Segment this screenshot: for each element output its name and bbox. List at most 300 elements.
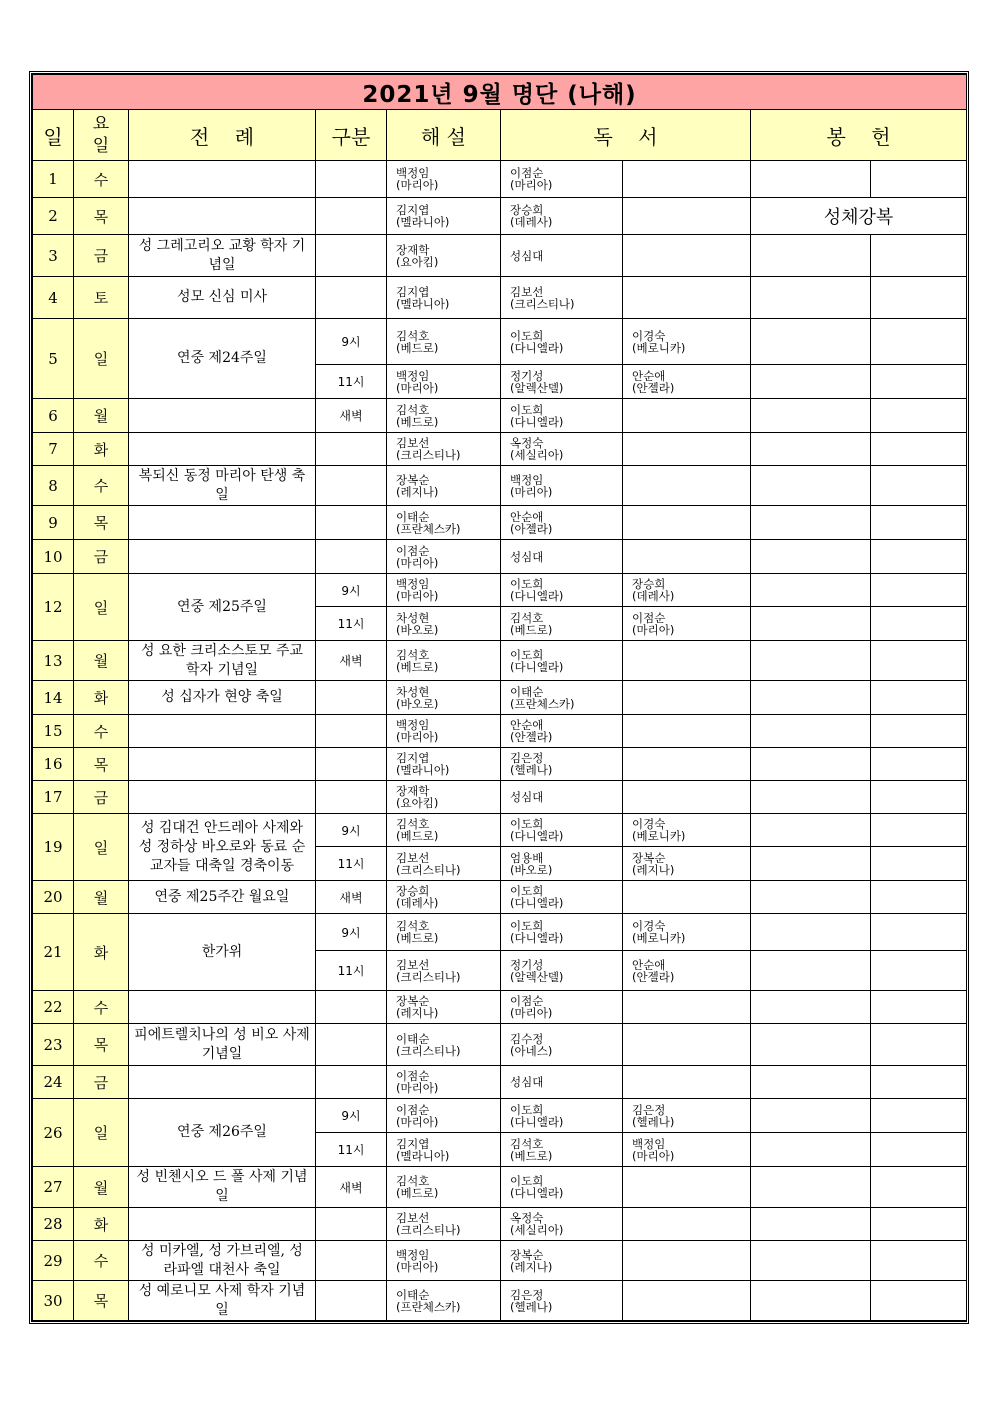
weekday-cell: 수: [74, 1241, 129, 1281]
offering-2-cell: [871, 319, 967, 365]
name-line: (데레사): [510, 215, 553, 229]
table-row: [33, 881, 967, 914]
reading-2-cell: [623, 607, 751, 641]
table-row: [33, 506, 967, 540]
reading-2-cell: [623, 914, 751, 951]
name-line: 김지엽: [396, 284, 430, 299]
reading-2-cell: [623, 814, 751, 847]
header-liturgy: 전 례: [129, 110, 316, 161]
gubun-cell: 새벽: [316, 399, 387, 433]
name-line: 안순애: [510, 509, 544, 524]
offering-1-cell: [751, 277, 871, 319]
table-row: [33, 914, 967, 951]
name-line: 이점순: [396, 543, 430, 558]
name-line: (데레사): [396, 896, 439, 910]
offering-2-cell: [871, 951, 967, 991]
commentary-cell: [387, 715, 501, 748]
table-row: [33, 641, 967, 681]
name-line: 김은정: [510, 1287, 544, 1302]
table-row: [33, 540, 967, 574]
name-line: 안순애: [510, 718, 544, 732]
liturgy-cell: 연중 제25주일: [129, 574, 316, 641]
gubun-cell: 11시: [316, 1133, 387, 1167]
commentary-cell: [387, 748, 501, 781]
name-line: (아네스): [510, 1043, 553, 1058]
day-cell: 17: [33, 781, 74, 814]
weekday-cell: 목: [74, 748, 129, 781]
table-row: [33, 1024, 967, 1066]
weekday-cell: 월: [74, 641, 129, 681]
name-line: 장복순: [510, 1247, 544, 1262]
reading-2-cell: [623, 1066, 751, 1099]
offering-2-cell: [871, 433, 967, 466]
name-line: 장승희: [510, 203, 544, 217]
offering-2-cell: [871, 161, 967, 198]
weekday-cell: 금: [74, 781, 129, 814]
table-row: [33, 715, 967, 748]
day-cell: 5: [33, 319, 74, 399]
liturgy-cell: 피에트렐치나의 성 비오 사제 기념일: [129, 1024, 316, 1066]
reading-1-cell: [501, 466, 623, 506]
offering-1-cell: [751, 1024, 871, 1066]
reading-1-cell: [501, 1066, 623, 1099]
offering-1-cell: [751, 161, 871, 198]
reading-2-cell: [623, 715, 751, 748]
liturgy-cell: [129, 161, 316, 198]
reading-1-cell: [501, 433, 623, 466]
commentary-cell: [387, 540, 501, 574]
gubun-cell: [316, 715, 387, 748]
reading-2-cell: [623, 641, 751, 681]
name-line: (마리아): [396, 555, 439, 570]
name-line: (멜라니아): [396, 215, 450, 229]
offering-2-cell: [871, 715, 967, 748]
liturgy-cell: 연중 제26주일: [129, 1099, 316, 1167]
name-line: 차성현: [396, 684, 430, 699]
day-cell: 2: [33, 198, 74, 235]
gubun-cell: [316, 506, 387, 540]
name-line: 장복순: [396, 994, 430, 1008]
name-line: (마리아): [632, 622, 675, 637]
offering-1-cell: [751, 365, 871, 399]
liturgy-cell: 성 예로니모 사제 학자 기념일: [129, 1281, 316, 1321]
offering-2-cell: [871, 607, 967, 641]
reading-1-cell: [501, 681, 623, 715]
name-line: 이도희: [510, 577, 544, 591]
commentary-cell: [387, 1024, 501, 1066]
name-line: 이도희: [510, 328, 544, 343]
commentary-cell: [387, 991, 501, 1024]
gubun-cell: 9시: [316, 319, 387, 365]
name-line: (안젤라): [632, 380, 675, 395]
name-line: (알렉산델): [510, 969, 564, 984]
name-line: (멜라니아): [396, 763, 450, 777]
offering-2-cell: [871, 1167, 967, 1208]
day-cell: 13: [33, 641, 74, 681]
reading-2-cell: [623, 506, 751, 540]
name-line: 정기성: [510, 957, 544, 972]
offering-1-cell: [751, 433, 871, 466]
name-line: 김수정: [510, 1031, 544, 1046]
name-line: 성심대: [510, 248, 544, 263]
table-row: [33, 1099, 967, 1133]
name-line: (프란체스카): [396, 521, 461, 536]
name-line: 김보선: [396, 850, 430, 865]
offering-1-cell: [751, 399, 871, 433]
name-line: 이점순: [510, 994, 544, 1008]
offering-1-cell: [751, 881, 871, 914]
name-line: (레지나): [510, 1259, 553, 1274]
gubun-cell: 9시: [316, 1099, 387, 1133]
name-line: (다니엘라): [510, 414, 564, 429]
name-line: 김은정: [632, 1102, 666, 1117]
name-line: (헬레나): [510, 1299, 553, 1314]
name-line: 장재학: [396, 242, 430, 257]
offering-1-cell: [751, 847, 871, 881]
gubun-cell: 9시: [316, 814, 387, 847]
name-line: (바오로): [396, 696, 439, 711]
name-line: (바오로): [396, 622, 439, 637]
weekday-cell: 금: [74, 235, 129, 277]
reading-2-cell: [623, 1099, 751, 1133]
day-cell: 12: [33, 574, 74, 641]
name-line: (베드로): [510, 622, 553, 637]
reading-2-cell: [623, 198, 751, 235]
liturgy-cell: 연중 제24주일: [129, 319, 316, 399]
name-line: (세실리아): [510, 448, 564, 462]
name-line: 이태순: [396, 509, 430, 524]
name-line: (요아킴): [396, 254, 439, 269]
offering-1-cell: [751, 466, 871, 506]
offering-2-cell: [871, 1024, 967, 1066]
reading-2-cell: [623, 1281, 751, 1321]
name-line: (바오로): [510, 862, 553, 877]
name-line: (안젤라): [632, 969, 675, 984]
name-line: (알렉산델): [510, 380, 564, 395]
day-cell: 19: [33, 814, 74, 881]
name-line: 백정임: [510, 472, 544, 487]
reading-1-cell: [501, 506, 623, 540]
reading-2-cell: [623, 681, 751, 715]
day-cell: 27: [33, 1167, 74, 1208]
reading-1-cell: [501, 161, 623, 198]
day-cell: 14: [33, 681, 74, 715]
offering-2-cell: [871, 277, 967, 319]
day-cell: 3: [33, 235, 74, 277]
commentary-cell: [387, 319, 501, 365]
gubun-cell: [316, 466, 387, 506]
name-line: (마리아): [396, 1259, 439, 1274]
offering-1-cell: [751, 781, 871, 814]
name-line: (베드로): [396, 659, 439, 674]
weekday-cell: 월: [74, 1167, 129, 1208]
weekday-cell: 월: [74, 399, 129, 433]
table-row: [33, 1208, 967, 1241]
name-line: 이도희: [510, 817, 544, 831]
name-line: 이점순: [632, 610, 666, 625]
gubun-cell: 9시: [316, 914, 387, 951]
reading-1-cell: [501, 951, 623, 991]
table-row: [33, 433, 967, 466]
table-row: [33, 466, 967, 506]
liturgy-cell: 성 십자가 현양 축일: [129, 681, 316, 715]
day-cell: 16: [33, 748, 74, 781]
name-line: (크리스티나): [396, 969, 461, 984]
name-line: (베로니카): [632, 931, 686, 945]
table-row: [33, 319, 967, 365]
offering-1-cell: [751, 951, 871, 991]
offering-1-cell: [751, 1208, 871, 1241]
offering-2-cell: [871, 914, 967, 951]
name-line: (프란체스카): [510, 696, 575, 711]
offering-2-cell: [871, 1099, 967, 1133]
name-line: 안순애: [632, 368, 666, 383]
name-line: (베드로): [396, 829, 439, 843]
gubun-cell: [316, 277, 387, 319]
name-line: 김석호: [396, 328, 430, 343]
reading-1-cell: [501, 1099, 623, 1133]
reading-1-cell: [501, 277, 623, 319]
gubun-cell: 새벽: [316, 641, 387, 681]
weekday-cell: 일: [74, 574, 129, 641]
gubun-cell: 새벽: [316, 1167, 387, 1208]
weekday-cell: 금: [74, 540, 129, 574]
name-line: (마리아): [396, 589, 439, 603]
reading-2-cell: [623, 847, 751, 881]
day-cell: 8: [33, 466, 74, 506]
name-line: 장재학: [396, 784, 430, 798]
weekday-cell: 월: [74, 881, 129, 914]
liturgy-cell: 한가위: [129, 914, 316, 991]
table-row: [33, 814, 967, 847]
page-title: 2021년 9월 명단 (나해): [33, 75, 967, 110]
weekday-cell: 수: [74, 466, 129, 506]
name-line: 이태순: [396, 1287, 430, 1302]
reading-1-cell: [501, 781, 623, 814]
gubun-cell: [316, 1024, 387, 1066]
liturgy-cell: [129, 399, 316, 433]
reading-1-cell: [501, 198, 623, 235]
offering-1-cell: [751, 681, 871, 715]
name-line: (마리아): [396, 730, 439, 744]
gubun-cell: [316, 540, 387, 574]
name-line: 이태순: [396, 1031, 430, 1046]
name-line: 정기성: [510, 368, 544, 383]
reading-2-cell: [623, 161, 751, 198]
name-line: 옥정숙: [510, 1211, 544, 1225]
offering-1-cell: [751, 914, 871, 951]
offering-2-cell: [871, 814, 967, 847]
name-line: (베로니카): [632, 829, 686, 843]
name-line: 백정임: [396, 718, 430, 732]
name-line: 백정임: [396, 368, 430, 383]
day-cell: 30: [33, 1281, 74, 1321]
offering-2-cell: [871, 399, 967, 433]
header-commentary: 해 설: [387, 110, 501, 161]
liturgy-cell: [129, 198, 316, 235]
day-cell: 10: [33, 540, 74, 574]
name-line: 김은정: [510, 751, 544, 765]
weekday-cell: 화: [74, 433, 129, 466]
weekday-cell: 토: [74, 277, 129, 319]
offering-2-cell: [871, 1208, 967, 1241]
name-line: (크리스티나): [510, 296, 575, 311]
name-line: 백정임: [632, 1136, 666, 1151]
offering-2-cell: [871, 1066, 967, 1099]
header-day: 일: [33, 110, 74, 161]
commentary-cell: [387, 1281, 501, 1321]
name-line: (다니엘라): [510, 340, 564, 355]
reading-2-cell: [623, 277, 751, 319]
roster-body: [33, 161, 967, 1321]
header-offering: 봉 헌: [751, 110, 967, 161]
commentary-cell: [387, 1208, 501, 1241]
commentary-cell: [387, 235, 501, 277]
table-row: [33, 991, 967, 1024]
name-line: 이도희: [510, 919, 544, 933]
name-line: (요아킴): [396, 796, 439, 810]
offering-2-cell: [871, 681, 967, 715]
reading-1-cell: [501, 1281, 623, 1321]
offering-2-cell: [871, 781, 967, 814]
name-line: (마리아): [396, 380, 439, 395]
commentary-cell: [387, 847, 501, 881]
gubun-cell: [316, 681, 387, 715]
name-line: 백정임: [396, 577, 430, 591]
commentary-cell: [387, 641, 501, 681]
name-line: (데레사): [632, 589, 675, 603]
weekday-cell: 목: [74, 198, 129, 235]
reading-1-cell: [501, 715, 623, 748]
reading-2-cell: [623, 1133, 751, 1167]
day-cell: 9: [33, 506, 74, 540]
header-reading: 독 서: [501, 110, 751, 161]
offering-1-cell: [751, 1281, 871, 1321]
offering-2-cell: [871, 641, 967, 681]
reading-1-cell: [501, 1241, 623, 1281]
name-line: (레지나): [396, 1006, 439, 1020]
name-line: 김석호: [396, 919, 430, 933]
name-line: (레지나): [396, 484, 439, 499]
offering-1-cell: [751, 607, 871, 641]
offering-1-cell: [751, 1167, 871, 1208]
commentary-cell: [387, 277, 501, 319]
table-row: [33, 1167, 967, 1208]
offering-2-cell: [871, 1133, 967, 1167]
gubun-cell: [316, 1208, 387, 1241]
offering-2-cell: [871, 466, 967, 506]
reading-1-cell: [501, 319, 623, 365]
name-line: 김석호: [396, 402, 430, 417]
name-line: 장복순: [396, 472, 430, 487]
commentary-cell: [387, 161, 501, 198]
name-line: 이도희: [510, 1102, 544, 1117]
name-line: 안순애: [632, 957, 666, 972]
offering-2-cell: [871, 847, 967, 881]
commentary-cell: [387, 1167, 501, 1208]
header-gubun: 구분: [316, 110, 387, 161]
day-cell: 1: [33, 161, 74, 198]
commentary-cell: [387, 1133, 501, 1167]
name-line: (크리스티나): [396, 862, 461, 877]
commentary-cell: [387, 399, 501, 433]
name-line: 김지엽: [396, 203, 430, 217]
liturgy-cell: [129, 1066, 316, 1099]
liturgy-cell: [129, 506, 316, 540]
reading-2-cell: [623, 1167, 751, 1208]
reading-1-cell: [501, 847, 623, 881]
day-cell: 28: [33, 1208, 74, 1241]
name-line: (크리스티나): [396, 1043, 461, 1058]
liturgy-cell: 성 김대건 안드레아 사제와 성 정하상 바오로와 동료 순교자들 대축일 경축이동: [129, 814, 316, 881]
reading-1-cell: [501, 365, 623, 399]
reading-1-cell: [501, 814, 623, 847]
name-line: 김지엽: [396, 1136, 430, 1151]
name-line: (마리아): [396, 1114, 439, 1129]
offering-1-cell: [751, 1133, 871, 1167]
name-line: (다니엘라): [510, 1114, 564, 1129]
day-cell: 15: [33, 715, 74, 748]
name-line: (헬레나): [510, 763, 553, 777]
offering-2-cell: [871, 1241, 967, 1281]
commentary-cell: [387, 607, 501, 641]
liturgy-cell: 성 미카엘, 성 가브리엘, 성 라파엘 대천사 축일: [129, 1241, 316, 1281]
commentary-cell: [387, 365, 501, 399]
name-line: (베드로): [396, 340, 439, 355]
liturgy-cell: 성 그레고리오 교황 학자 기념일: [129, 235, 316, 277]
name-line: 이도희: [510, 647, 544, 662]
weekday-cell: 수: [74, 715, 129, 748]
reading-2-cell: [623, 1024, 751, 1066]
offering-1-cell: [751, 235, 871, 277]
liturgy-cell: 성 요한 크리소스토모 주교 학자 기념일: [129, 641, 316, 681]
commentary-cell: [387, 574, 501, 607]
gubun-cell: [316, 991, 387, 1024]
weekday-cell: 화: [74, 681, 129, 715]
name-line: 이도희: [510, 402, 544, 417]
name-line: (레지나): [632, 862, 675, 877]
name-line: 김보선: [396, 436, 430, 450]
commentary-cell: [387, 681, 501, 715]
name-line: 장승희: [632, 577, 666, 591]
name-line: 김석호: [396, 1174, 430, 1188]
offering-1-cell: [751, 506, 871, 540]
name-line: 백정임: [396, 1247, 430, 1262]
name-line: 엄용배: [510, 850, 544, 865]
offering-2-cell: [871, 540, 967, 574]
table-row: [33, 198, 967, 235]
reading-2-cell: [623, 781, 751, 814]
liturgy-cell: [129, 781, 316, 814]
liturgy-cell: [129, 433, 316, 466]
offering-1-cell: [751, 991, 871, 1024]
commentary-cell: [387, 951, 501, 991]
name-line: 옥정숙: [510, 436, 544, 450]
offering-2-cell: [871, 881, 967, 914]
table-row: [33, 1241, 967, 1281]
weekday-cell: 금: [74, 1066, 129, 1099]
offering-1-cell: [751, 748, 871, 781]
liturgy-cell: 성모 신심 미사: [129, 277, 316, 319]
roster-table: [32, 74, 967, 1321]
reading-2-cell: [623, 748, 751, 781]
reading-2-cell: [623, 991, 751, 1024]
gubun-cell: [316, 748, 387, 781]
offering-1-cell: [751, 715, 871, 748]
commentary-cell: [387, 466, 501, 506]
name-line: 장복순: [632, 850, 666, 865]
day-cell: 29: [33, 1241, 74, 1281]
